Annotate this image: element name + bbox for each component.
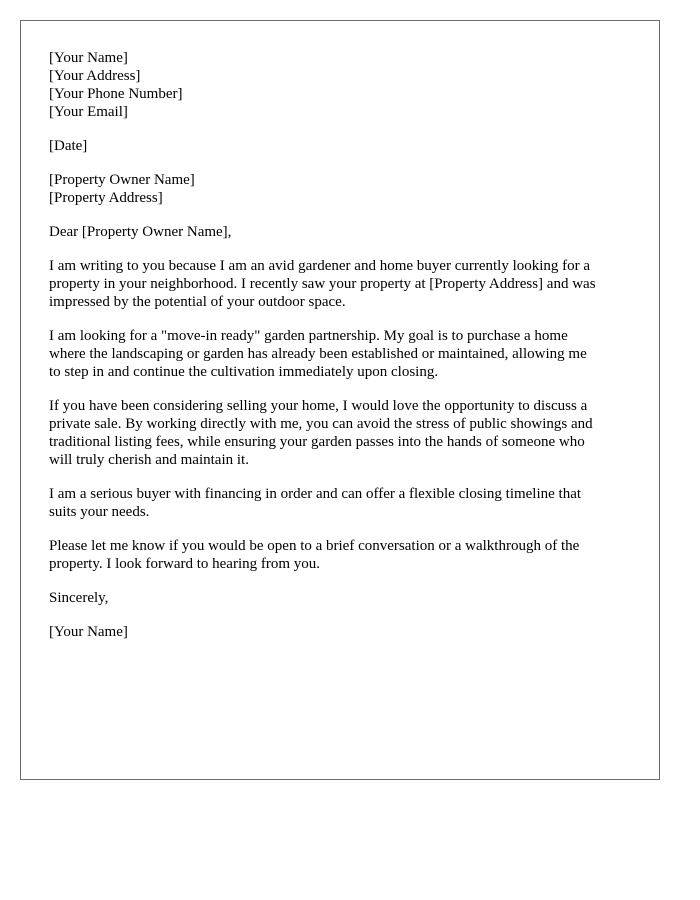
sender-address: [Your Address]: [49, 68, 141, 84]
paragraph-line: I am looking for a "move-in ready" garden partnership. My goal is to purchase a home: [49, 328, 568, 344]
paragraph-line: impressed by the potential of your outdoor space.: [49, 294, 346, 310]
paragraph-line: private sale. By working directly with me, you can avoid the stress of public showings and: [49, 416, 593, 432]
closing: [49, 589, 634, 607]
paragraph-line: suits your needs.: [49, 504, 150, 520]
signature: [49, 623, 634, 641]
paragraph-line: traditional listing fees, while ensuring your garden passes into the hands of someone who: [49, 434, 585, 450]
sender-name: [Your Name]: [49, 50, 128, 66]
letter-content: [49, 49, 634, 657]
paragraph-line: will truly cherish and maintain it.: [49, 452, 249, 468]
sender-phone: [Your Phone Number]: [49, 86, 183, 102]
sender-block: [49, 49, 634, 121]
salutation-text: Dear [Property Owner Name],: [49, 224, 232, 240]
paragraph-line: property in your neighborhood. I recently saw your property at [Property Address] and was: [49, 276, 596, 292]
paragraph-line: I am writing to you because I am an avid gardener and home buyer currently looking for a: [49, 258, 591, 274]
paragraph-goal: [49, 327, 634, 381]
date-block: [49, 137, 634, 155]
paragraph-line: I am a serious buyer with financing in order and can offer a flexible closing timeline that: [49, 486, 582, 502]
letter-date: [Date]: [49, 138, 88, 154]
paragraph-line: property. I look forward to hearing from you.: [49, 556, 321, 572]
paragraph-closing-request: [49, 537, 634, 573]
paragraph-line: to step in and continue the cultivation immediately upon closing.: [49, 364, 439, 380]
paragraph-intro: [49, 257, 634, 311]
paragraph-financing: [49, 485, 634, 521]
recipient-address: [Property Address]: [49, 190, 163, 206]
signature-name: [Your Name]: [49, 624, 128, 640]
paragraph-line: Please let me know if you would be open to a brief conversation or a walkthrough of the: [49, 538, 580, 554]
letter-page: [20, 20, 660, 780]
salutation: [49, 223, 634, 241]
paragraph-offer: [49, 397, 634, 469]
sender-email: [Your Email]: [49, 104, 128, 120]
recipient-name: [Property Owner Name]: [49, 172, 195, 188]
recipient-block: [49, 171, 634, 207]
closing-text: Sincerely,: [49, 590, 109, 606]
paragraph-line: where the landscaping or garden has already been established or maintained, allowing me: [49, 346, 587, 362]
paragraph-line: If you have been considering selling your home, I would love the opportunity to discuss a: [49, 398, 588, 414]
